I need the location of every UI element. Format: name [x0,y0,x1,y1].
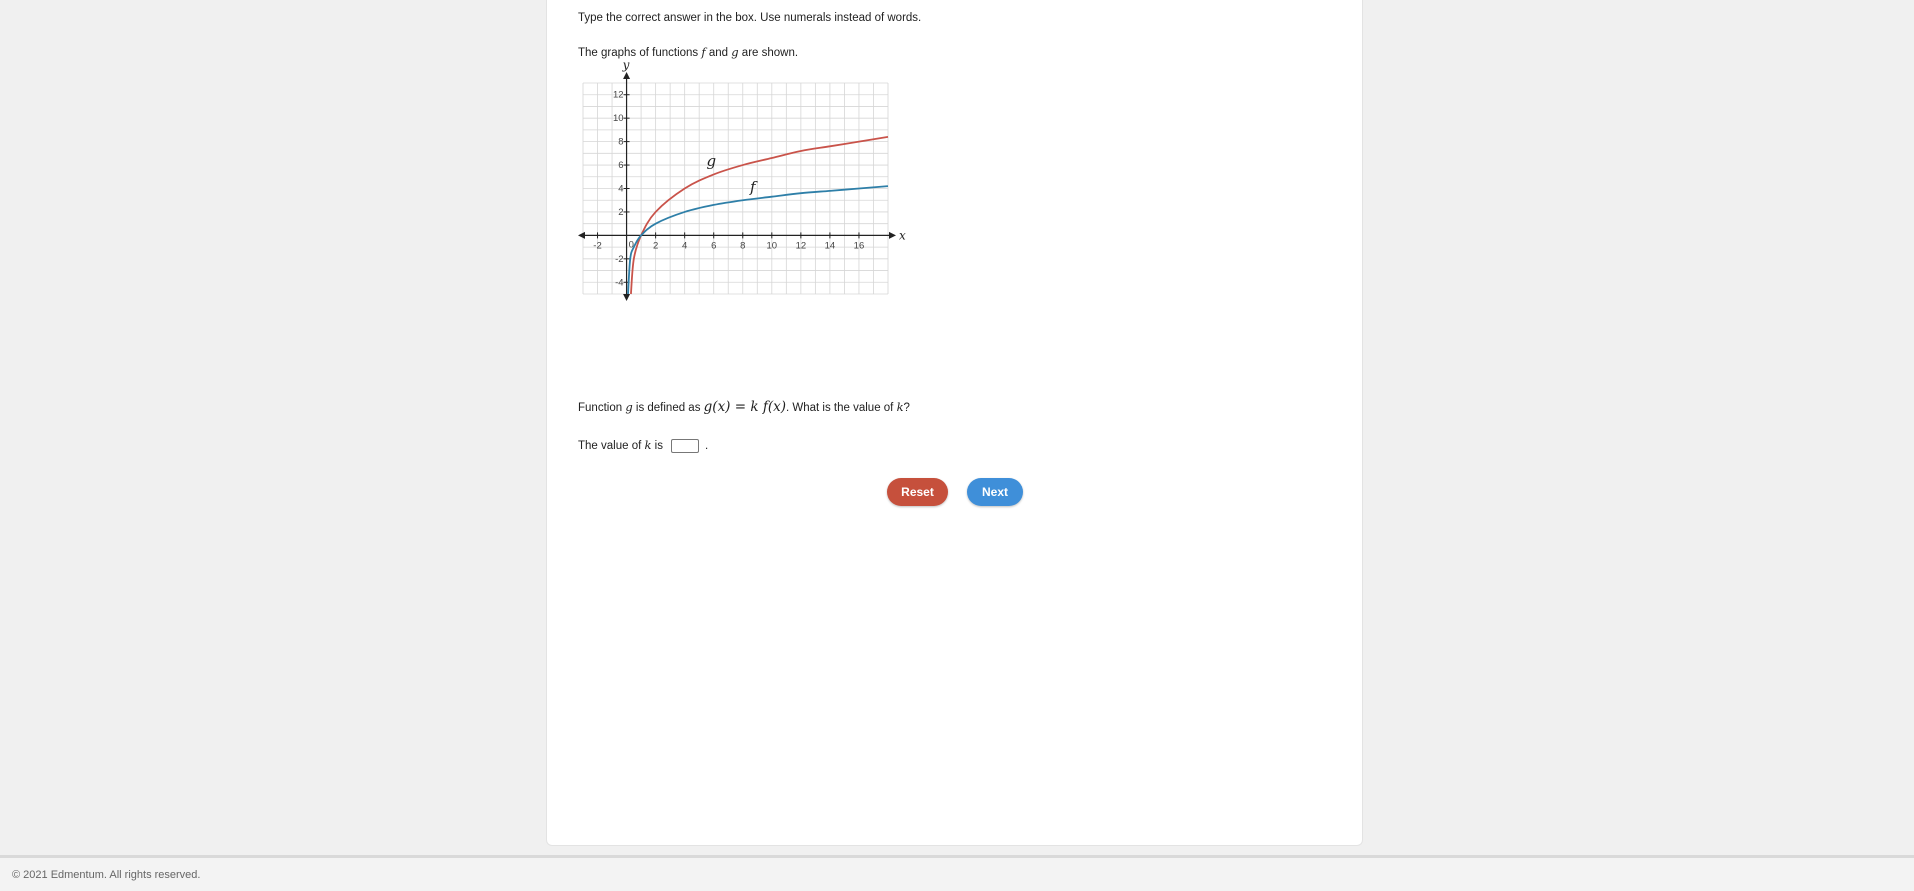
answer-end: . [704,440,709,452]
definition-text [578,400,910,415]
k-symbol: k [644,438,652,452]
instruction-label: Type the correct answer in the box. Use numerals instead of words. [578,12,922,24]
x-tick-label: 8 [740,240,746,252]
f-symbol: f [701,45,706,59]
definition-before: Function [578,402,626,414]
x-tick-label: -2 [593,240,602,252]
expression-equals: = [730,399,751,415]
footer [0,855,1914,891]
answer-line [578,438,708,453]
reset-button[interactable]: Reset [887,478,948,506]
x-tick-label: 16 [853,240,865,252]
x-tick-label: 6 [711,240,717,252]
definition-after: . What is the value of [785,402,897,414]
k-symbol: k [896,400,904,414]
graph-intro-before: The graphs of functions [578,47,702,59]
answer-input[interactable] [671,439,699,453]
x-tick-label: 14 [824,240,836,252]
y-tick-label: 10 [612,113,624,125]
y-tick-label: 6 [618,160,624,172]
definition-middle: is defined as [632,402,704,414]
x-tick-label: 12 [795,240,807,252]
y-tick-label: 2 [618,206,624,218]
y-axis-label: y [622,58,630,72]
curve-label-g: g [706,152,717,171]
y-tick-label: -4 [615,277,624,289]
expression-lhs: g(x) [703,399,731,415]
definition-end: ? [903,402,910,414]
x-axis-label: x [899,228,906,243]
next-button[interactable]: Next [967,478,1023,506]
expression-rhs: k f(x) [750,399,786,415]
graph-intro-after: are shown. [738,47,799,59]
answer-after: is [651,440,663,452]
y-axis-arrow-down [623,294,630,301]
g-symbol: g [731,45,739,59]
curve-label-f: f [750,178,756,197]
x-tick-label: 2 [652,240,659,252]
x-tick-label: 4 [682,240,688,252]
copyright-text: © 2021 Edmentum. All rights reserved. [12,869,201,881]
y-tick-label: 8 [618,136,624,148]
y-tick-label: 4 [618,183,624,195]
graph-intro-text [578,45,798,60]
definition-expression [704,399,786,415]
answer-before: The value of [578,440,645,452]
graph-intro-and: and [705,47,732,59]
y-tick-label: -2 [615,253,624,265]
y-tick-label: 12 [612,89,624,101]
x-tick-label: 10 [766,240,778,252]
function-graph [578,58,906,365]
instruction-text [578,11,921,25]
x-axis-arrow-left [578,232,585,239]
g-symbol: g [625,400,633,414]
origin-label: 0 [628,239,634,251]
